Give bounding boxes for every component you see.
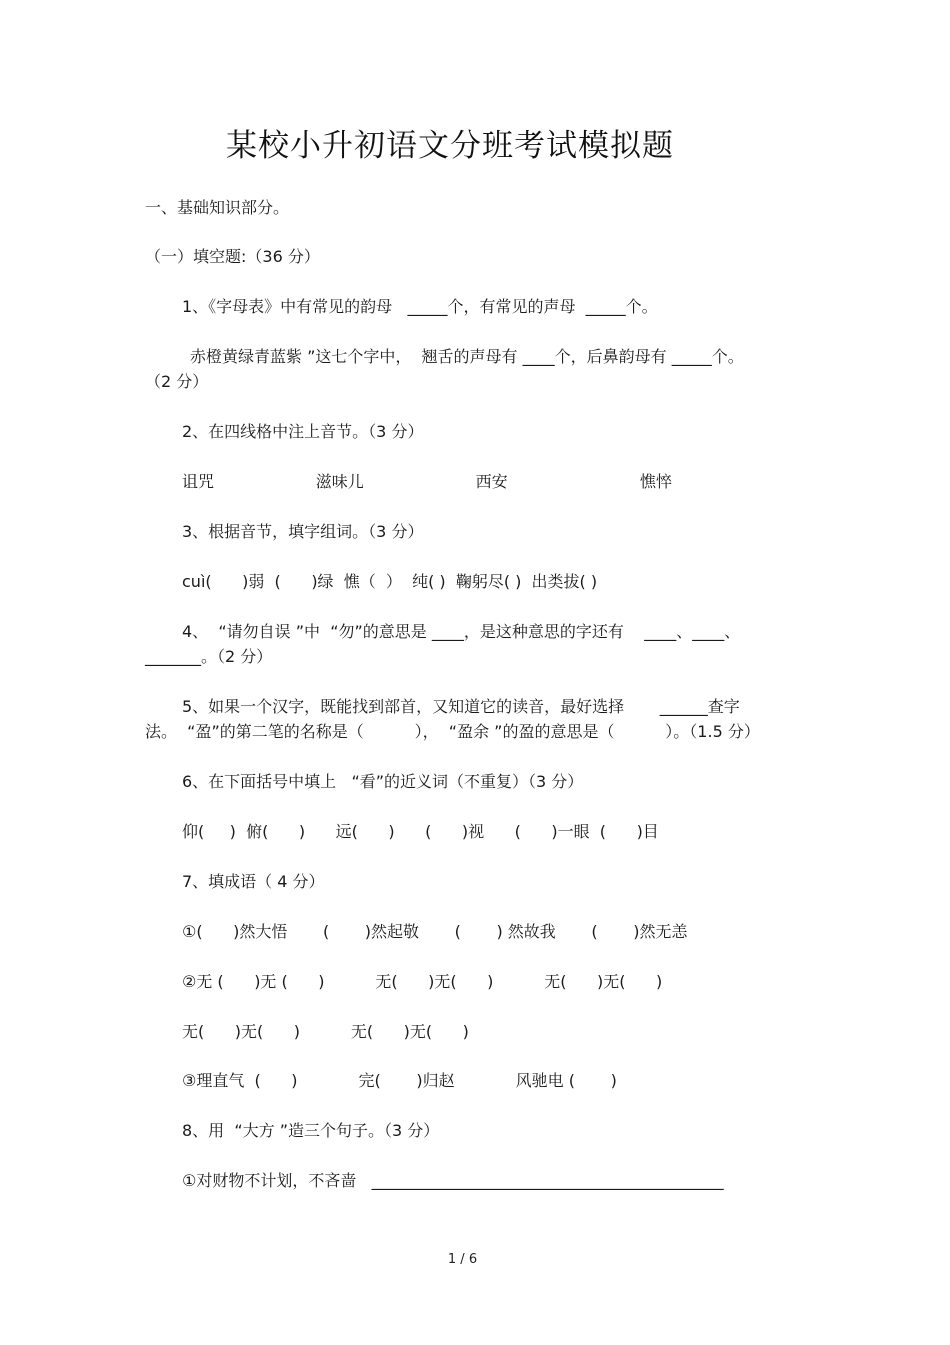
question-3: 3、根据音节，填字组词。（3 分）	[182, 522, 424, 541]
question-7-row-4: ③理直气 ( ) 完( )归赵 风驰电 ( )	[182, 1071, 617, 1090]
question-7-row-2: ②无 ( )无 ( ) 无( )无( ) 无( )无( )	[182, 972, 663, 991]
question-4-continued: _______。（2 分）	[145, 647, 273, 666]
question-5-continued: 法。 “盈”的第二笔的名称是（ ）， “盈余 ”的盈的意思是（ ）。（1.5 分）	[145, 722, 760, 741]
question-2: 2、在四线格中注上音节。（3 分）	[182, 422, 424, 441]
question-5: 5、如果一个汉字，既能找到部首，又知道它的读音，最好选择 ______查字	[182, 697, 740, 716]
question-3-items: cuì( )弱 ( )绿 憔（ ） 纯( ) 鞠躬尽( ) 出类拔( )	[182, 572, 598, 591]
question-8: 8、用 “大方 ”造三个句子。（3 分）	[182, 1121, 440, 1140]
question-7-row-1: ①( )然大悟 ( )然起敬 ( ) 然故我 ( )然无恙	[182, 922, 688, 941]
question-1-continued: 赤橙黄绿青蓝紫 ”这七个字中， 翘舌的声母有 ____个，后鼻韵母有 _____个。	[190, 347, 744, 366]
subsection-fill-in: （一）填空题:（36 分）	[145, 247, 320, 266]
question-1: 1、《字母表》中有常见的韵母 _____个，有常见的声母 _____个。	[182, 297, 658, 316]
question-1-score: （2 分）	[145, 372, 209, 391]
question-7: 7、填成语（ 4 分）	[182, 872, 325, 891]
question-6: 6、在下面括号中填上 “看”的近义词（不重复）（3 分）	[182, 772, 584, 791]
question-7-row-3: 无( )无( ) 无( )无( )	[182, 1022, 469, 1041]
question-8-item-1: ①对财物不计划，不吝啬 ____________________________________________	[182, 1171, 724, 1190]
question-4: 4、 “请勿自误 ”中 “勿”的意思是 ____，是这种意思的字还有 ____、____、	[182, 622, 741, 641]
section-heading-basics: 一、基础知识部分。	[145, 198, 290, 217]
page-number: 1 / 6	[447, 1252, 478, 1267]
question-2-words: 诅咒 滋味儿 西安 憔悴	[182, 472, 672, 491]
question-6-items: 仰( ) 俯( ) 远( ) ( )视 ( )一眼 ( )目	[182, 822, 659, 841]
exam-title: 某校小升初语文分班考试模拟题	[226, 128, 674, 164]
